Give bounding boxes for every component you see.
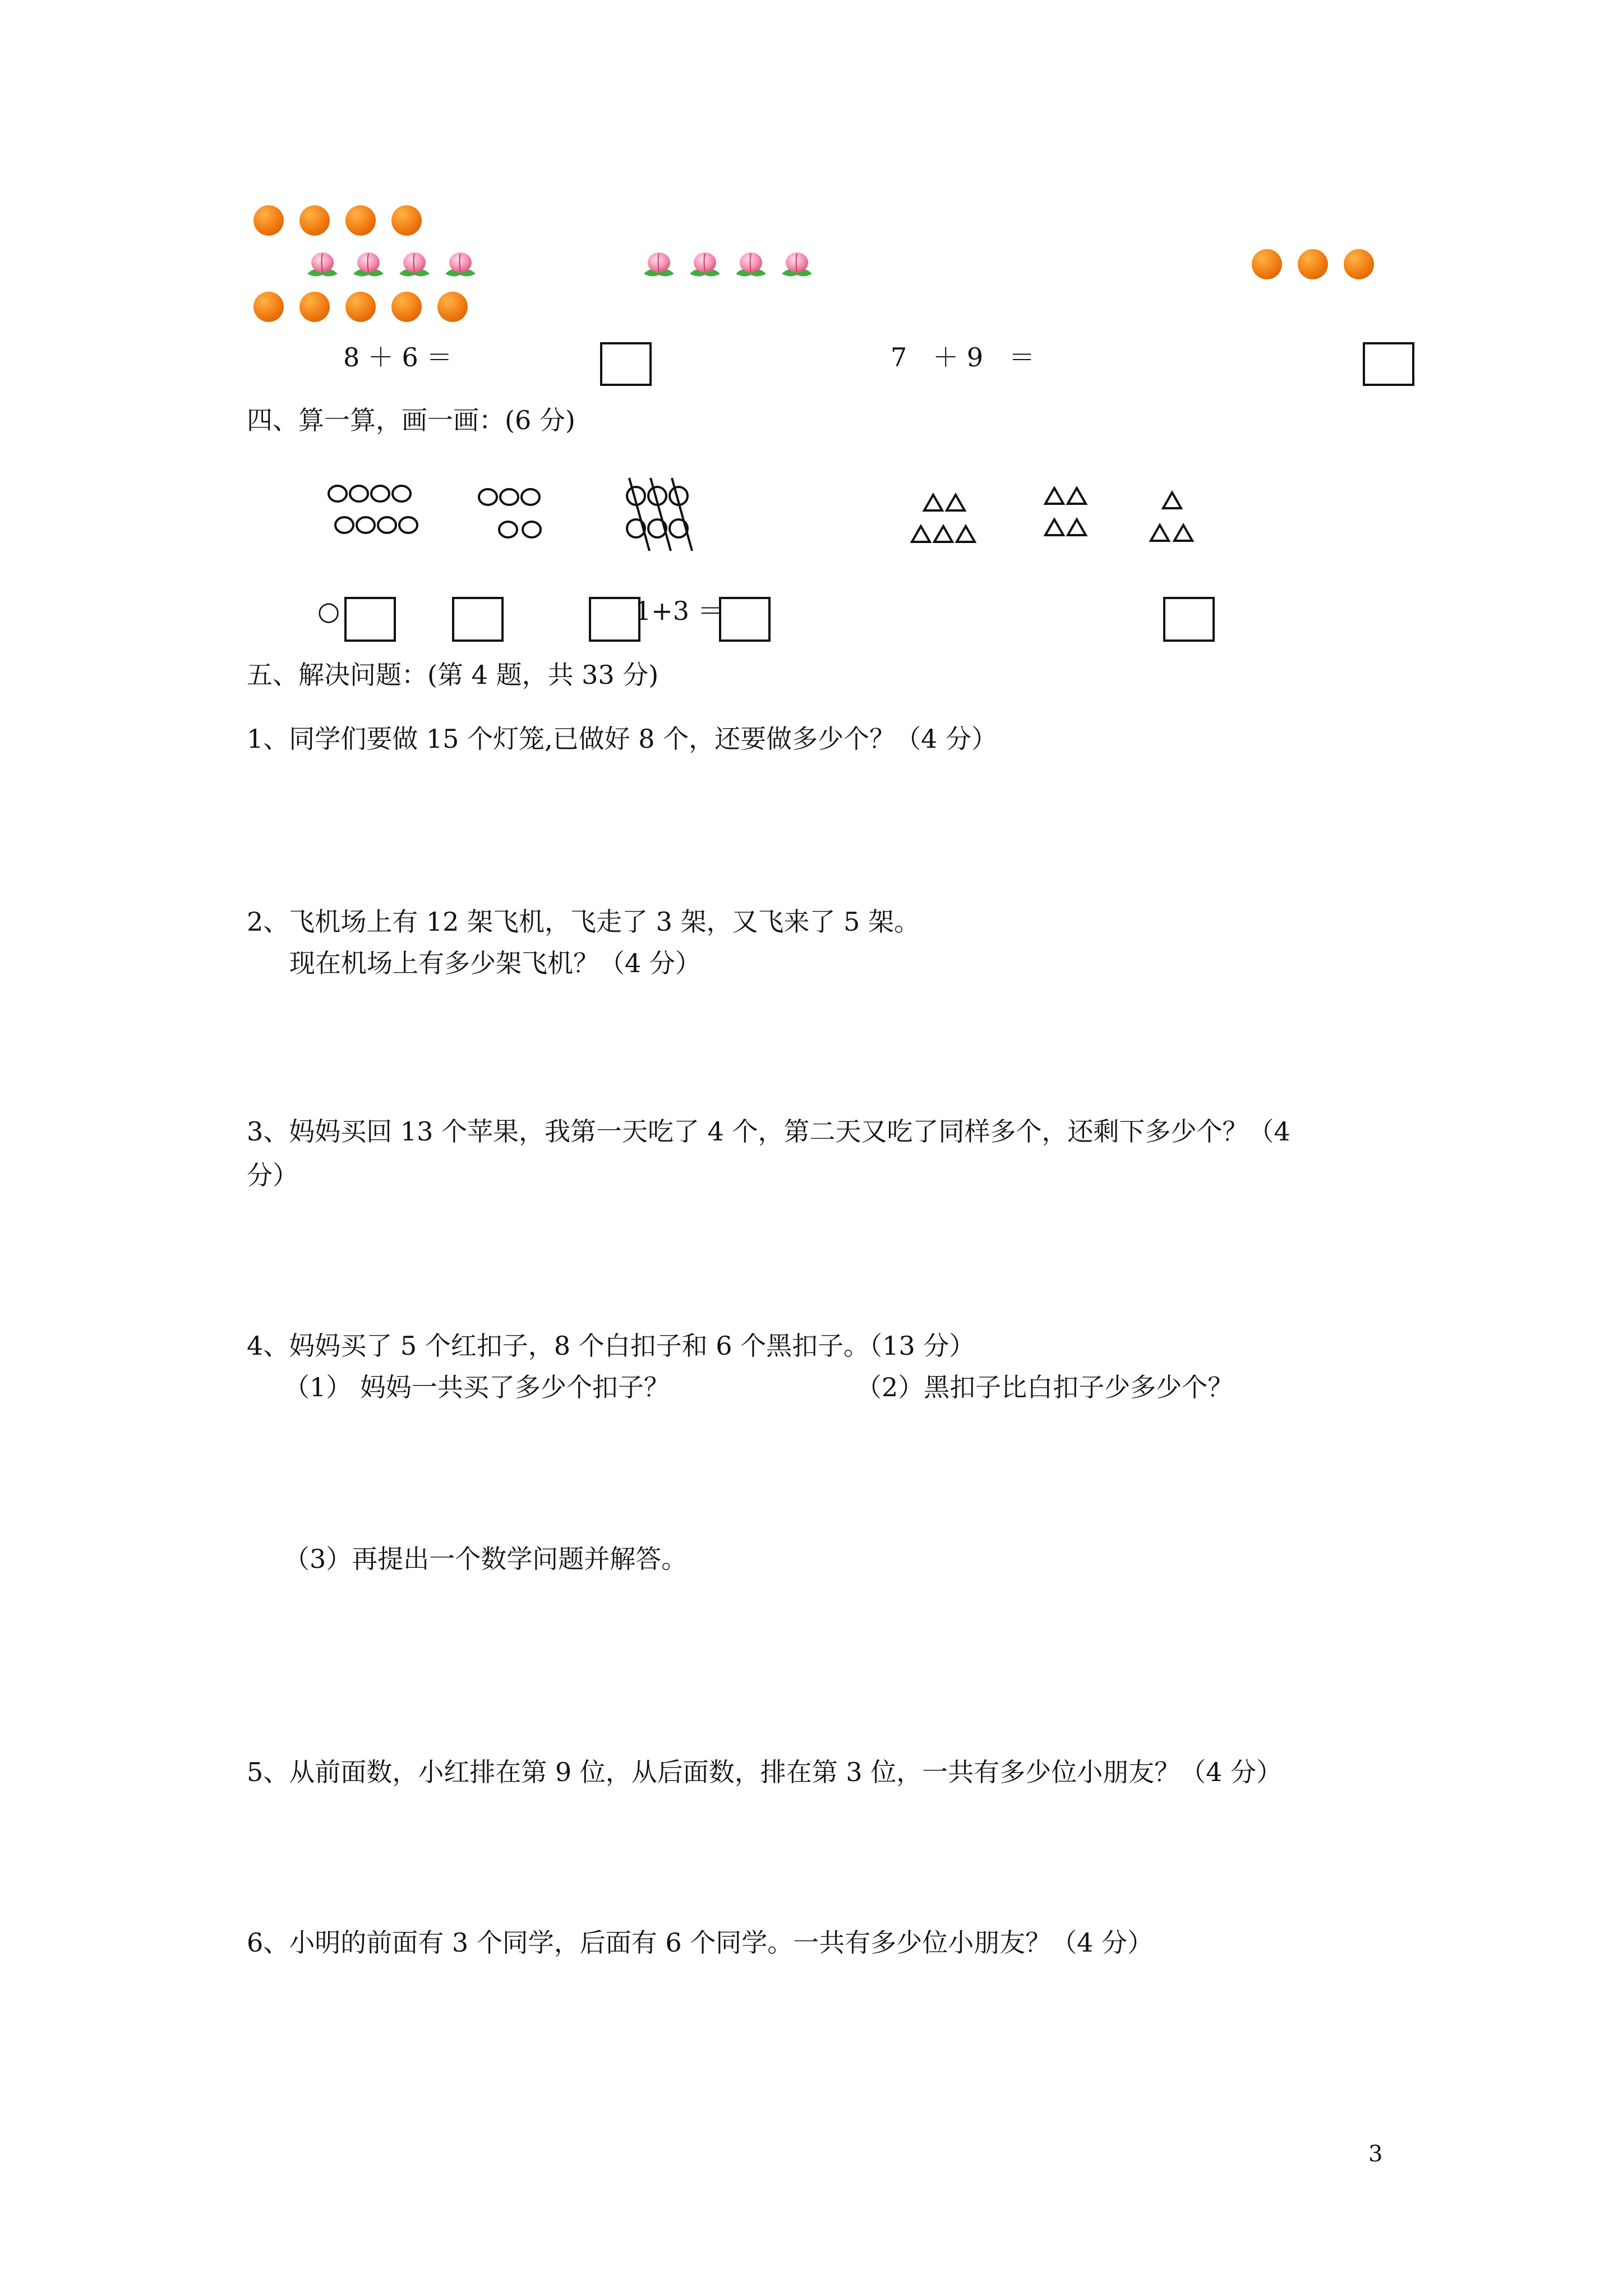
orange-icon — [299, 292, 330, 322]
question-5: 5、从前面数，小红排在第 9 位，从后面数，排在第 3 位，一共有多少位小朋友？（4 分） — [247, 1757, 1283, 1787]
equation-2: 7 ＋ 9 ＝ — [891, 342, 1035, 372]
equation-1: 8 ＋ 6 ＝ — [343, 342, 453, 372]
triangle-group-2 — [1041, 482, 1103, 544]
question-1: 1、同学们要做 15 个灯笼,已做好 8 个，还要做多少个？（4 分） — [247, 724, 998, 754]
peach-icon — [442, 249, 479, 279]
peach-icon — [732, 249, 769, 279]
orange-icon — [253, 205, 284, 236]
orange-icon — [345, 292, 376, 322]
peach-icon — [640, 249, 677, 279]
crossed-circle-group — [619, 472, 709, 556]
answer-box[interactable] — [600, 342, 652, 386]
question-2-line-2: 现在机场上有多少架飞机？（4 分） — [289, 948, 701, 978]
orange-icon — [253, 292, 284, 322]
circle-group-1 — [326, 481, 439, 543]
orange-icon — [391, 205, 422, 236]
triangle-group-3 — [1146, 487, 1208, 549]
orange-icon — [1252, 249, 1282, 279]
question-3-line-1: 3、妈妈买回 13 个苹果，我第一天吃了 4 个，第二天又吃了同样多个，还剩下多少个？（4 — [247, 1116, 1290, 1147]
question-4-line-1: 4、妈妈买了 5 个红扣子，8 个白扣子和 6 个黑扣子。（13 分） — [247, 1331, 975, 1361]
orange-icon — [1298, 249, 1328, 279]
page-number: 3 — [1368, 2141, 1383, 2167]
answer-box[interactable] — [452, 597, 504, 642]
section-4-title: 四、算一算，画一画：(6 分) — [247, 405, 575, 435]
answer-box[interactable] — [1363, 342, 1414, 386]
answer-box[interactable] — [344, 597, 396, 642]
orange-icon — [391, 292, 422, 322]
answer-box[interactable] — [1163, 597, 1215, 642]
orange-icon — [437, 292, 468, 322]
circle-group-2 — [477, 485, 561, 546]
question-6: 6、小明的前面有 3 个同学，后面有 6 个同学。一共有多少位小朋友？（4 分） — [247, 1927, 1154, 1958]
orange-icon — [299, 205, 330, 236]
triangle-group-1 — [909, 489, 993, 551]
question-4-sub-1: （1） 妈妈一共买了多少个扣子？ — [284, 1372, 670, 1402]
peach-icon — [778, 249, 815, 279]
question-4-sub-2: （2）黑扣子比白扣子少多少个？ — [856, 1372, 1234, 1402]
question-2-line-1: 2、飞机场上有 12 架飞机，飞走了 3 架，又飞来了 5 架。 — [247, 907, 920, 937]
question-3-line-2: 分） — [247, 1160, 298, 1190]
answer-box[interactable] — [589, 597, 640, 642]
peach-icon — [304, 249, 341, 279]
peach-icon — [396, 249, 433, 279]
section-5-title: 五、解决问题：(第 4 题，共 33 分) — [247, 660, 659, 690]
answer-box[interactable] — [719, 597, 771, 642]
question-4-sub-3: （3）再提出一个数学问题并解答。 — [284, 1544, 688, 1574]
peach-icon — [350, 249, 387, 279]
peach-icon — [686, 249, 723, 279]
orange-icon — [345, 205, 376, 236]
circle-symbol: ○ — [317, 596, 340, 626]
orange-icon — [1344, 249, 1374, 279]
expression: 1+3 ＝ — [635, 596, 723, 626]
